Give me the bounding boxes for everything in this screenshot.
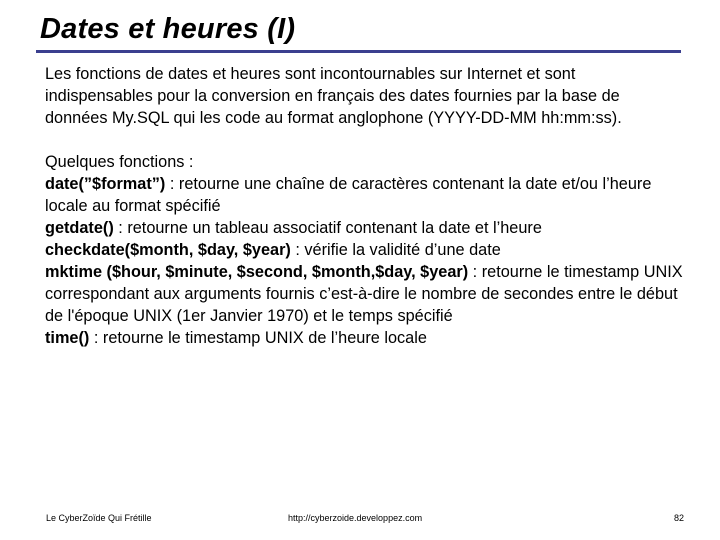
functions-heading: Quelques fonctions : xyxy=(45,153,194,171)
footer-author: Le CyberZoïde Qui Frétille xyxy=(46,513,152,523)
function-description: : retourne le timestamp UNIX de l’heure locale xyxy=(89,329,427,347)
function-signature: date(”$format”) xyxy=(45,175,166,193)
intro-paragraph: Les fonctions de dates et heures sont incontournables sur Internet et sont indispensables pour la conversion en français des dates fournies par la base de données My.SQL qui les code au format anglophone (YYYY-DD-MM hh:mm:ss). xyxy=(45,65,622,127)
function-description: : vérifie la validité d’une date xyxy=(290,241,501,259)
function-signature: getdate() xyxy=(45,219,114,237)
function-description: : retourne une chaîne de caractères contenant la date et/ou l’heure locale au format spécifié xyxy=(45,175,652,215)
page-number: 82 xyxy=(673,513,684,523)
function-description: : retourne un tableau associatif contenant la date et l’heure xyxy=(113,219,542,237)
function-item-mktime xyxy=(45,261,685,327)
function-signature: mktime ($hour, $minute, $second, $month,$day, $year) xyxy=(45,263,469,281)
function-item-checkdate xyxy=(45,239,685,261)
function-signature: time() xyxy=(45,329,90,347)
function-item-time xyxy=(45,327,685,349)
function-signature: checkdate($month, $day, $year) xyxy=(45,241,291,259)
title-divider xyxy=(36,50,681,53)
slide-body xyxy=(45,63,685,349)
paragraph-spacer xyxy=(45,129,685,151)
footer-url: http://cyberzoide.developpez.com xyxy=(288,513,423,523)
function-item-getdate xyxy=(45,217,685,239)
slide-title: Dates et heures (I) xyxy=(40,13,296,45)
function-description: : retourne le timestamp UNIX correspondant aux arguments fournis c’est-à-dire le nombre de secondes entre le début de l'époque UNIX (1er Janvier 1970) et le temps spécifié xyxy=(45,263,683,325)
function-item-date xyxy=(45,173,685,217)
